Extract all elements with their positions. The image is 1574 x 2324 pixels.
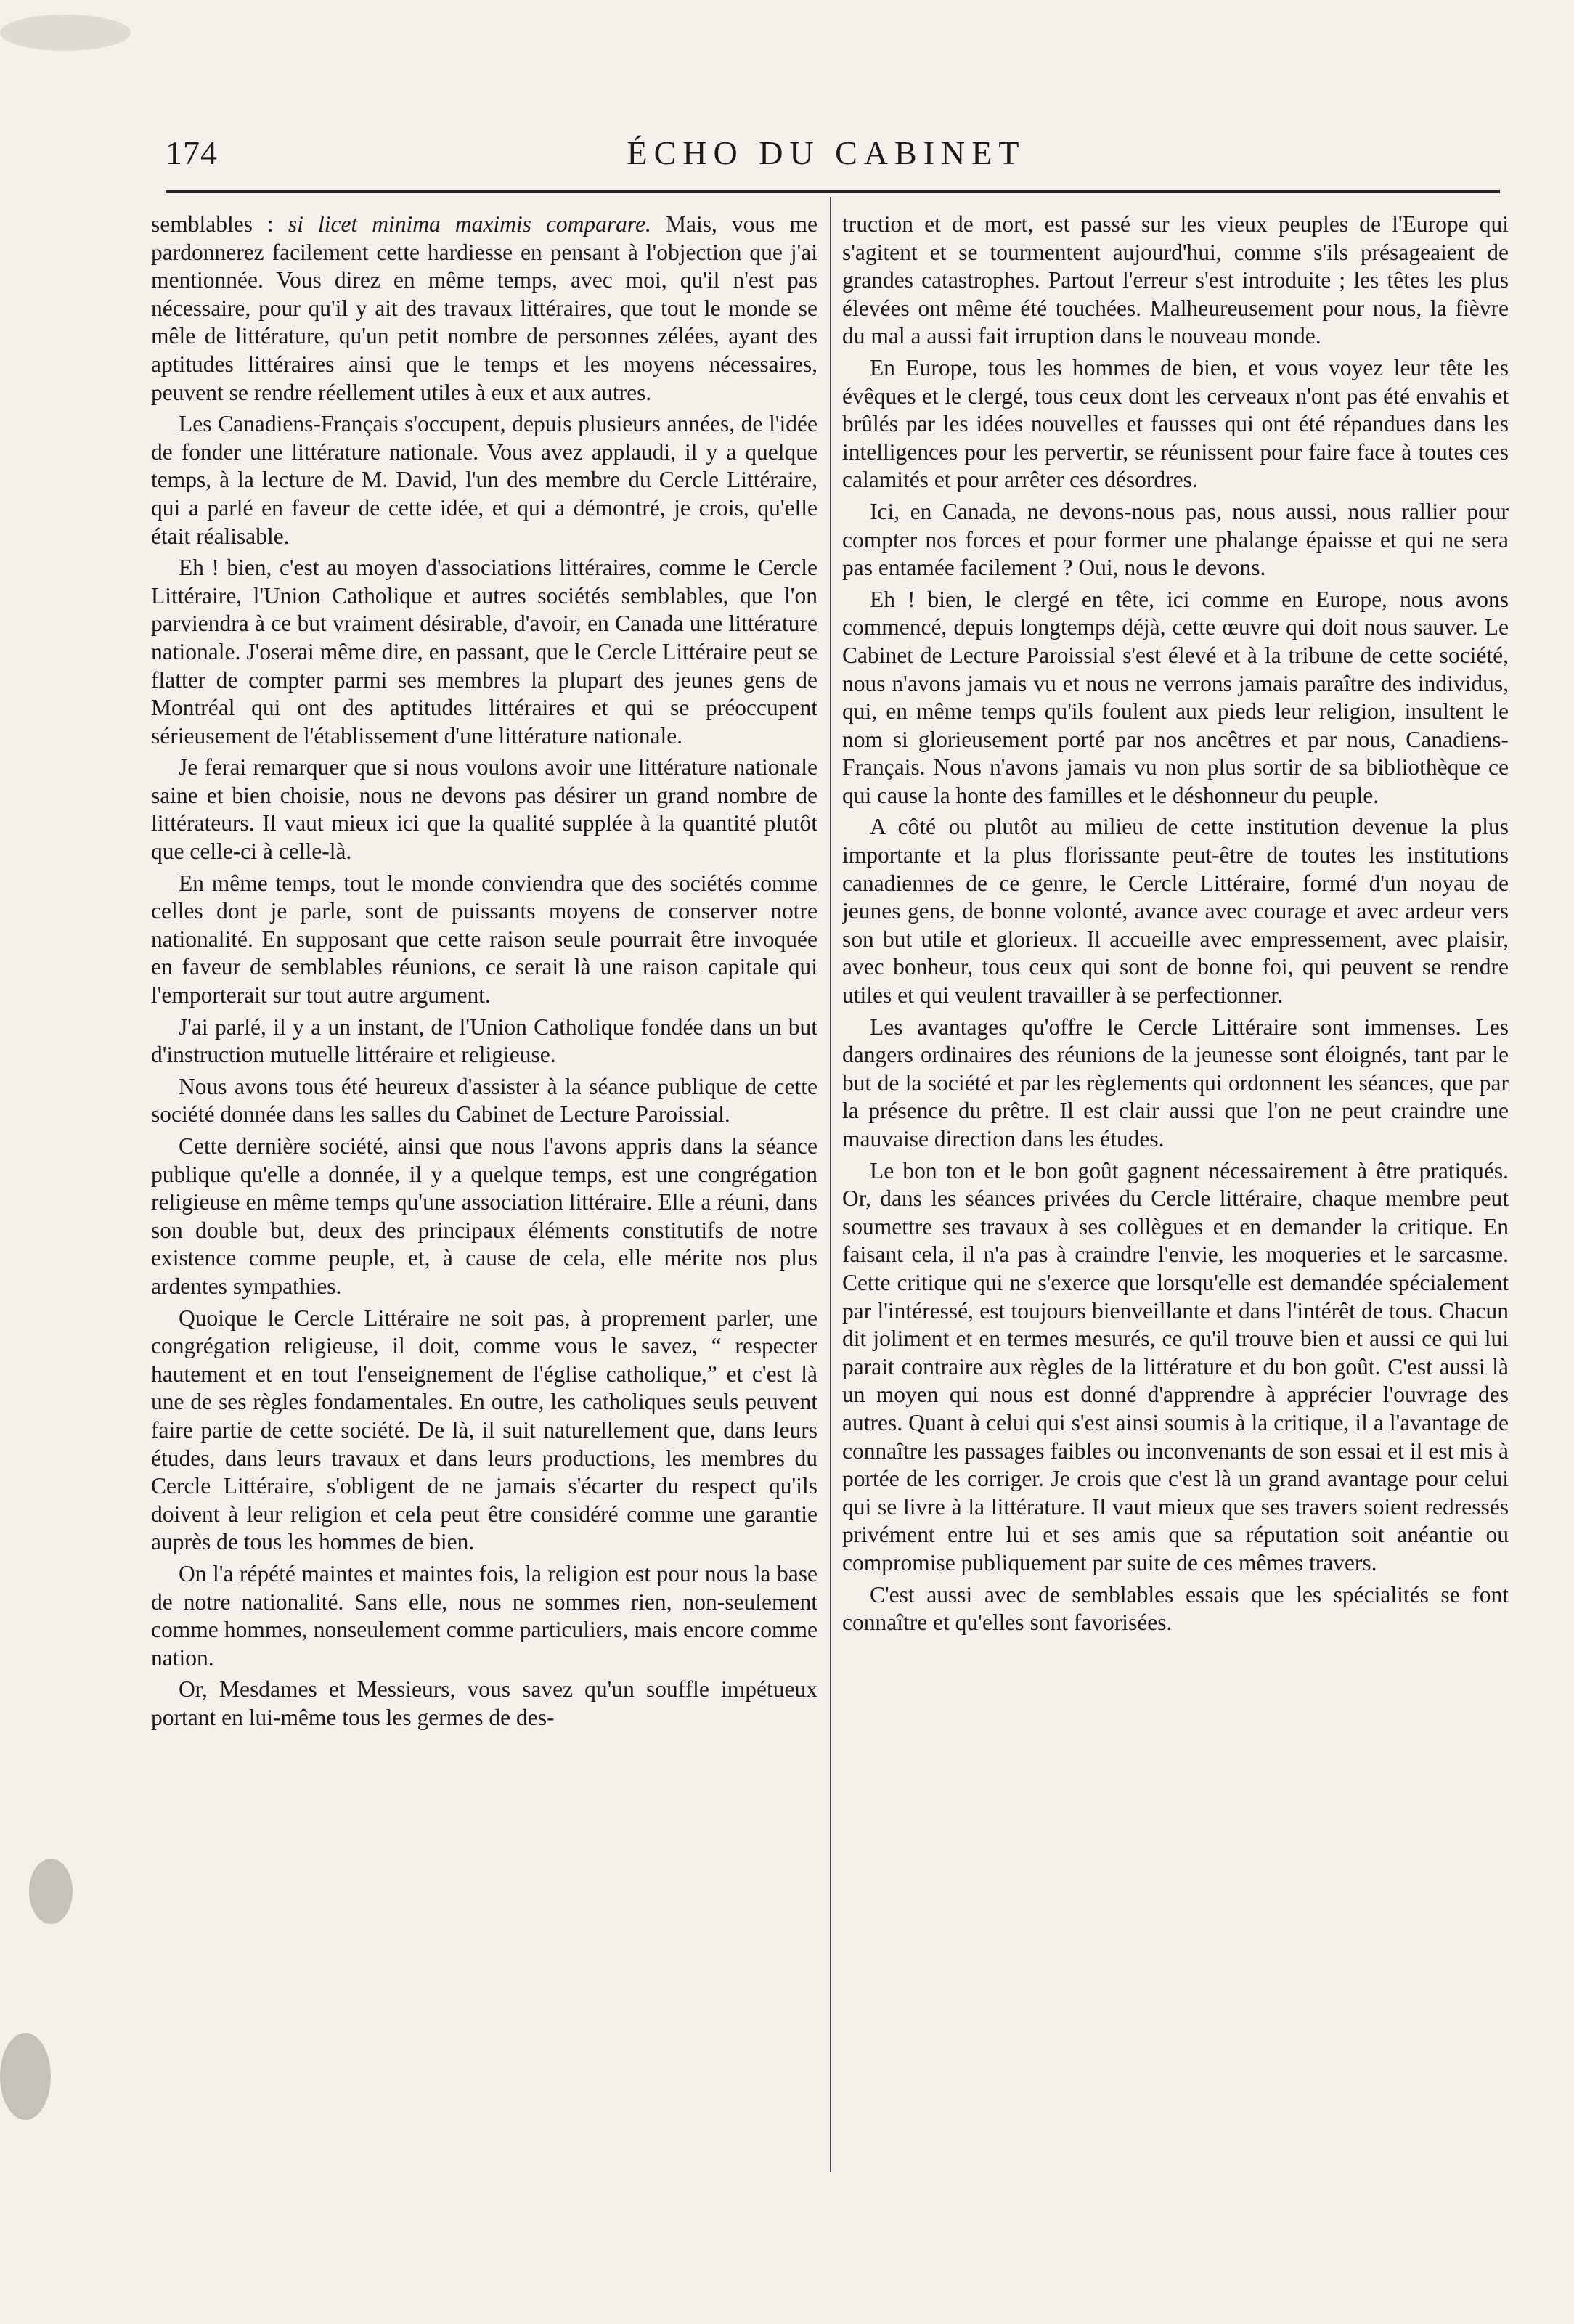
page-number: 174: [166, 134, 218, 171]
paragraph: En Europe, tous les hommes de bien, et vous voyez leur tête les évêques et le clergé, tous ceux dont les cerveaux n'ont pas été envahis et brûlés par les idées nouvelles et fausses qui ont été répandues dans les intelligences pour les pervertir, se réunissent pour faire face à toutes ces calamités et pour arrêter ces désordres.: [842, 354, 1509, 493]
column-divider: [830, 197, 831, 2172]
paragraph: On l'a répété maintes et maintes fois, la religion est pour nous la base de notre nationalité. Sans elle, nous ne sommes rien, non-seulement comme hommes, nonseulement comme particuliers, mais encore comme nation.: [151, 1560, 817, 1671]
paragraph: C'est aussi avec de semblables essais que les spécialités se font connaître et qu'elles sont favorisées.: [842, 1581, 1509, 1636]
paragraph: [151, 211, 817, 407]
paragraph: Le bon ton et le bon goût gagnent nécessairement à être pratiqués. Or, dans les séances privées du Cercle littéraire, chaque membre peut soumettre ses travaux à ses collègues et en demander la critique. En faisant cela, il n'a pas à craindre l'envie, les moqueries et le sarcasme. Cette critique qui ne s'exerce que lorsqu'elle est demandée spécialement par l'intéressé, est toujours bienveillante et dans l'intérêt de tous. Chacun dit joliment et en termes mesurés, ce qu'il trouve bien et aussi ce qui lui parait contraire aux règles de la littérature et du bon goût. C'est aussi là un moyen qui nous est donné d'apprendre à apprécier l'ouvrage des autres. Quant à celui qui s'est ainsi soumis à la critique, il a l'avantage de connaître les passages faibles ou inconvenants de son essai et il est mis à portée de les corriger. Je crois que c'est là un grand avantage pour celui qui se livre à la littérature. Il vaut mieux que ses travers soient redressés privément entre lui et ses amis que sa réputation soit anéantie ou compromise publiquement par suite de ces mêmes travers.: [842, 1157, 1509, 1575]
paragraph: Nous avons tous été heureux d'assister à la séance publique de cette société donnée dans les salles du Cabinet de Lecture Paroissial.: [151, 1073, 817, 1128]
paper-speck: [0, 2033, 51, 2120]
paragraph-text: Mais, vous me pardonnerez facilement cette hardiesse en pensant à l'objection que j'ai mentionnée. Vous direz en même temps, avec moi, qu'il n'est pas nécessaire, pour qu'il y ait des travaux littéraires, que tout le monde se mêle de littérature, qu'un petit nombre de personnes zélées, ayant des aptitudes littéraires ainsi que le temps et les moyens nécessaires, peuvent se rendre réellement utiles à eux et aux autres.: [151, 211, 817, 405]
paragraph: Eh ! bien, c'est au moyen d'associations littéraires, comme le Cercle Littéraire, l'Union Catholique et autres sociétés semblables, que l'on parviendra à ce but vraiment désirable, d'avoir, en Canada une littérature nationale. J'oserai même dire, en passant, que le Cercle Littéraire peut se flatter de compter parmi ses membres la plupart des jeunes gens de Montréal qui ont des aptitudes littéraires et qui se préoccupent sérieusement de l'établissement d'une littérature nationale.: [151, 555, 817, 749]
paper-speck: [29, 1859, 73, 1924]
paper-speck: [0, 15, 131, 51]
paragraph: A côté ou plutôt au milieu de cette institution devenue la plus importante et la plus florissante peut-être de toutes les institutions canadiennes de ce genre, le Cercle Littéraire, formé d'un noyau de jeunes gens, de bonne volonté, avance avec courage et avec ardeur vers son but utile et glorieux. Il accueille avec empressement, avec plaisir, avec bonheur, tous ceux qui sont de bonne foi, qui peuvent se rendre utiles et qui veulent travailler à se perfectionner.: [842, 814, 1509, 1008]
paragraph: Ici, en Canada, ne devons-nous pas, nous aussi, nous rallier pour compter nos forces et pour former une phalange épaisse et qui ne sera pas entamée facilement ? Oui, nous le devons.: [842, 498, 1509, 581]
paragraph: Cette dernière société, ainsi que nous l'avons appris dans la séance publique qu'elle a donnée, il y a quelque temps, est une congrégation religieuse en même temps qu'une association littéraire. Elle a réuni, dans son double but, deux des principaux éléments constitutifs de notre existence comme peuple, et, à cause de cela, elle mérite nos plus ardentes sympathies.: [151, 1133, 817, 1299]
right-column: [842, 211, 1509, 2164]
header-rule: [166, 190, 1500, 193]
paragraph: Les avantages qu'offre le Cercle Littéraire sont immenses. Les dangers ordinaires des réunions de la jeunesse sont éloignés, tant par le but de la société et par les règlements qui ordonnent les séances, que par la présence du prêtre. Il est clair aussi que l'on ne peut craindre une mauvaise direction dans les études.: [842, 1014, 1509, 1151]
paragraph: truction et de mort, est passé sur les vieux peuples de l'Europe qui s'agitent et se tourmentent aujourd'hui, comme s'ils présageaient de grandes catastrophes. Partout l'erreur s'est introduite ; les têtes les plus élevées ont même été touchées. Malheureusement pour nous, la fièvre du mal a aussi fait irruption dans le nouveau monde.: [842, 211, 1509, 349]
paragraph: Or, Mesdames et Messieurs, vous savez qu'un souffle impétueux portant en lui-même tous les germes de des-: [151, 1676, 817, 1730]
page-header: [166, 129, 1487, 180]
paragraph: Je ferai remarquer que si nous voulons avoir une littérature nationale saine et bien choisie, nous ne devons pas désirer un grand nombre de littérateurs. Il vaut mieux ici que la qualité supplée à la quantité plutôt que celle-ci à celle-là.: [151, 754, 817, 865]
latin-phrase: si licet minima maximis comparare.: [288, 211, 651, 237]
left-column: [151, 211, 817, 2164]
paragraph: Les Canadiens-Français s'occupent, depuis plusieurs années, de l'idée de fonder une littérature nationale. Vous avez applaudi, il y a quelque temps, à la lecture de M. David, l'un des membre du Cercle Littéraire, qui a parlé en faveur de cette idée, et qui a démontré, je crois, qu'elle était réalisable.: [151, 411, 817, 549]
paragraph: J'ai parlé, il y a un instant, de l'Union Catholique fondée dans un but d'instruction mutuelle littéraire et religieuse.: [151, 1014, 817, 1068]
paragraph: En même temps, tout le monde conviendra que des sociétés comme celles dont je parle, sont de puissants moyens de conserver notre nationalité. En supposant que cette raison seule pourrait être invoquée en faveur de semblables réunions, ce serait là une raison capitale qui l'emporterait sur tout autre argument.: [151, 870, 817, 1008]
paragraph: Eh ! bien, le clergé en tête, ici comme en Europe, nous avons commencé, depuis longtemps déjà, cette œuvre qui doit nous sauver. Le Cabinet de Lecture Paroissial s'est élevé et à la tribune de cette société, nous n'avons jamais vu et nous ne verrons jamais paraître des individus, qui, en même temps qu'ils foulent aux pieds leur religion, insultent le nom si glorieusement porté par nos ancêtres et par nous, Canadiens-Français. Nous n'avons jamais vu non plus sortir de sa bibliothèque ce qui cause la honte des familles et le déshonneur du peuple.: [842, 586, 1509, 808]
paragraph-text: semblables :: [151, 211, 288, 237]
running-title: ÉCHO DU CABINET: [627, 134, 1026, 171]
paragraph: Quoique le Cercle Littéraire ne soit pas, à proprement parler, une congrégation religieuse, il doit, comme vous le savez, “ respecter hautement et en tout l'enseignement de l'église catholique,” et c'est là une de ses règles fondamentales. En outre, les catholiques seuls peuvent faire partie de cette société. De là, il suit naturellement que, dans leurs études, dans leurs travaux et dans leurs productions, les membres du Cercle Littéraire, s'obligent de ne jamais s'écarter du respect qu'ils doivent à leur religion et cela peut être considéré comme une garantie auprès de tous les hommes de bien.: [151, 1305, 817, 1555]
